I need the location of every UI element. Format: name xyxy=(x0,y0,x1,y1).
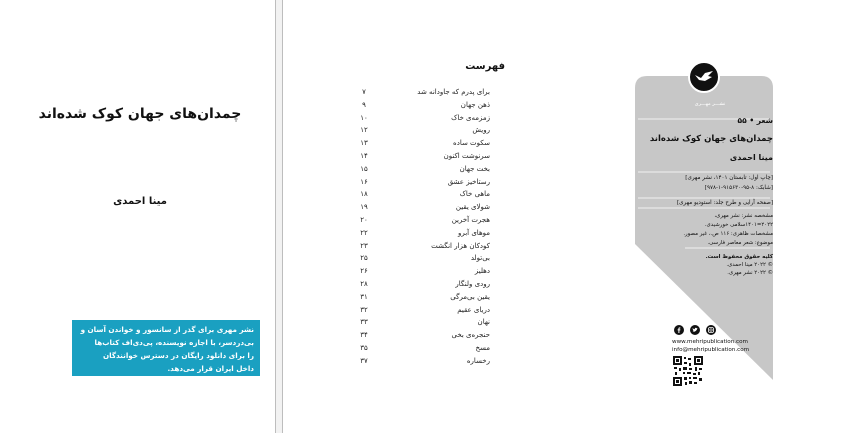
toc-entry xyxy=(355,280,490,292)
series-number: شعر • ۵۵ xyxy=(737,116,773,125)
toc-entry-page: ۳۴ xyxy=(360,331,368,340)
toc-entry-title: دهلیز xyxy=(474,267,490,276)
toc-entry-title: حنجره‌ی بخی xyxy=(451,331,490,340)
toc-entry-page: ۲۲ xyxy=(360,228,368,237)
toc-entry-title: موهای آبرو xyxy=(457,228,490,237)
notice-line: داخل ایران قرار می‌دهد. xyxy=(167,364,254,373)
publication-detail: مشخصه نشر: نشر مهری، xyxy=(714,213,773,219)
twitter-icon[interactable] xyxy=(690,325,700,335)
toc-entry-page: ۹ xyxy=(362,100,366,109)
notice-line: نشر مهری برای گذر از سانسور و خواندن آسان و xyxy=(80,325,254,334)
toc-entry xyxy=(355,242,490,254)
toc-entry-title: مسخ xyxy=(475,344,490,352)
toc-entry xyxy=(355,139,490,151)
toc-entry-title: نهان xyxy=(477,318,490,327)
toc-entry xyxy=(355,178,490,190)
free-download-notice xyxy=(72,320,260,376)
colophon-title: چمدان‌های جهان کوک شده‌اند xyxy=(649,134,773,144)
toc-entry-title: شولای یقین xyxy=(455,203,490,212)
isbn: [شابک: ۸-۹۵-۹۱۵۶۳۰-۱-۹۷۸] xyxy=(704,185,773,191)
edition-info: [چاپ اول: تابستان ۱۴۰۱، نشر مهری] xyxy=(685,175,773,181)
toc-entry-page: ۲۳ xyxy=(360,241,368,250)
toc-entry-page: ۲۰ xyxy=(360,216,368,224)
toc-entry-title: رستاخیز عشق xyxy=(447,177,490,186)
series-name: نشـــر مهـــری xyxy=(694,101,726,107)
toc-entry-title: ماهی خاک xyxy=(459,190,490,199)
toc-entry xyxy=(355,101,490,113)
toc-entry xyxy=(355,229,490,241)
toc-entry-title: برای پدرم که جاودانه شد xyxy=(417,88,490,96)
qr-code-icon xyxy=(673,356,703,386)
toc-entry xyxy=(355,306,490,318)
email-link[interactable]: info@mehripublication.com xyxy=(672,347,750,353)
toc-entry xyxy=(355,190,490,202)
toc-entry xyxy=(355,331,490,343)
toc-entry xyxy=(355,293,490,305)
book-title: چمدان‌های جهان کوک شده‌اند xyxy=(38,106,242,122)
publication-detail: موضوع: شعر معاصر فارسی. xyxy=(707,240,773,246)
toc-entry xyxy=(355,152,490,164)
toc-entry xyxy=(355,88,490,100)
toc-entry xyxy=(355,254,490,266)
toc-entry xyxy=(355,216,490,228)
toc-entry-page: ۳۷ xyxy=(360,356,368,365)
publication-detail: مشخصات ظاهری: ۱۱۶ ص.، غیر مصور. xyxy=(683,231,773,237)
rights-line: © ۲۰۲۲ نشر مهری. xyxy=(727,270,773,276)
toc-entry-title: رودی ولنگار xyxy=(455,280,490,288)
toc-entry xyxy=(355,267,490,279)
toc-entry-page: ۱۰ xyxy=(360,113,368,122)
toc-entry-page: ۱۳ xyxy=(360,139,368,148)
toc-entry-page: ۲۸ xyxy=(360,280,368,288)
toc-entry xyxy=(355,114,490,126)
toc-entry xyxy=(355,126,490,138)
toc-entry-page: ۷ xyxy=(362,88,366,96)
website-link[interactable]: www.mehripublication.com xyxy=(672,339,748,345)
toc-entry-page: ۲۵ xyxy=(360,254,368,263)
toc-entry-page: ۳۲ xyxy=(360,305,368,314)
toc-entry xyxy=(355,357,490,369)
toc-entry-page: ۱۲ xyxy=(360,126,368,135)
toc-entry xyxy=(355,318,490,330)
cover-credit: [صفحه آرایی و طرح جلد: استودیو مهری] xyxy=(676,200,773,206)
toc-entry xyxy=(355,165,490,177)
toc-entry-page: ۱۹ xyxy=(360,203,368,212)
colophon-author: مینا احمدی xyxy=(729,153,773,162)
rights-line: © ۲۰۲۲ مینا احمدی. xyxy=(726,262,773,268)
toc-entry-title: کودکان هزار انگشت xyxy=(431,241,490,250)
toc-entry-page: ۳۵ xyxy=(360,344,368,352)
facebook-icon[interactable] xyxy=(674,325,684,335)
toc-entry-page: ۱۶ xyxy=(360,177,368,186)
toc-entry-page: ۲۶ xyxy=(360,267,368,276)
toc-entry-page: ۱۴ xyxy=(360,152,368,160)
toc-entry-title: هجرت آخرین xyxy=(451,216,490,224)
toc-entry xyxy=(355,203,490,215)
toc-entry-title: یقین بی‌مرگی xyxy=(450,292,490,301)
toc-entry-page: ۳۱ xyxy=(360,292,368,301)
toc-entry-title: بی‌تولد xyxy=(470,254,490,263)
toc-entry-title: بخت جهان xyxy=(459,164,490,173)
page-gutter xyxy=(275,0,283,433)
toc-entry xyxy=(355,344,490,356)
toc-entry-title: زمزمه‌ی خاک xyxy=(451,113,490,122)
toc-entry-title: رخساره xyxy=(466,356,490,365)
rights-line: کلیه حقوق محفوظ است. xyxy=(705,254,773,260)
toc-entry-page: ۱۸ xyxy=(360,190,368,199)
toc-entry-page: ۳۳ xyxy=(360,318,368,327)
toc-entry-title: ذهن جهان xyxy=(460,100,490,109)
bird-logo-icon xyxy=(688,61,720,93)
toc-entry-title: سرنوشت اکنون xyxy=(443,152,490,160)
author-name: مینا احمدی xyxy=(113,196,167,207)
publication-detail: ۲۰۲۲=۱۴۰۱سلامی خورشیدی. xyxy=(704,222,773,228)
toc-heading: فهرست xyxy=(465,61,505,72)
toc-entry-title: رویش xyxy=(472,126,490,135)
toc-entry-title: سکوت ساده xyxy=(453,139,490,148)
toc-entry-title: دریای عقیم xyxy=(457,305,490,314)
notice-line: را برای دانلود رایگان در دسترس خوانندگان xyxy=(103,351,254,360)
notice-line: بی‌دردسر، با اجازه نویسنده، پی‌دی‌اف کتاب‌ها xyxy=(94,338,254,347)
instagram-icon[interactable] xyxy=(706,325,716,335)
toc-entry-page: ۱۵ xyxy=(360,164,368,173)
